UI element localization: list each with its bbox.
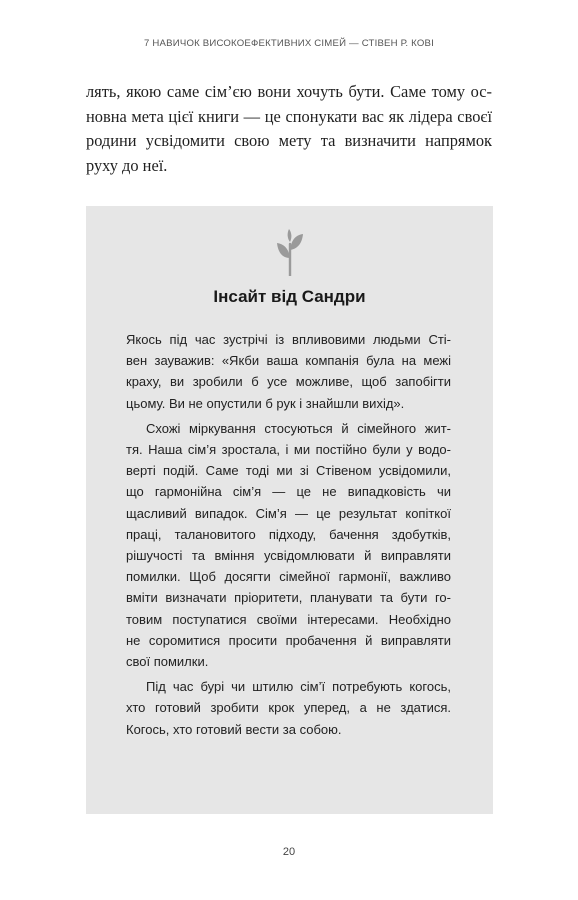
insight-line: Під час бурі чи штилю сім’ї потребують когось, [146, 679, 451, 695]
insight-line: вен зауважив: «Якби ваша компанія була на межі [126, 353, 451, 369]
insight-line: товим поступатися своїми інтересами. Необхідно [126, 611, 451, 627]
sprout-icon [276, 228, 304, 276]
insight-line: праці, талановитого підходу, бачення здобутків, [126, 526, 451, 542]
insight-line: Якось під час зустрічі із впливовими людьми Сті- [126, 332, 451, 347]
body-paragraph [86, 80, 492, 178]
insight-line: верті подій. Саме тоді ми зі Стівеном усвідомили, [126, 463, 451, 479]
insight-paragraph [126, 329, 451, 414]
insight-box [86, 206, 493, 814]
insight-line: краху, ви зробили б усе можливе, щоб запобігти [126, 374, 451, 390]
insight-line: Схожі міркування стосуються й сімейного жит- [146, 420, 451, 436]
insight-line: що гармонійна сім’я — це не випадковість чи [126, 484, 451, 500]
insight-text [126, 329, 451, 740]
body-line: лять, якою саме сім’єю вони хочуть бути. Саме тому ос- [86, 82, 492, 101]
insight-line: рішучості та вміння усвідомлювати й виправляти [126, 548, 451, 564]
body-line: родини усвідомити свою мету та визначити напрямок [86, 131, 492, 151]
page-number: 20 [282, 846, 296, 858]
running-header: 7 НАВИЧОК ВИСОКОЕФЕКТИВНИХ СІМЕЙ — СТІВЕН Р. КОВІ [144, 38, 434, 49]
insight-line: свої помилки. [126, 654, 209, 670]
body-line: руху до неї. [86, 155, 168, 175]
insight-line: хто готовий зробити крок уперед, а не здатися. [126, 700, 451, 716]
insight-paragraph [126, 676, 451, 740]
insight-title: Інсайт від Сандри [213, 287, 366, 306]
insight-line: тя. Наша сім’я зростала, і ми постійно були у водо- [126, 442, 451, 458]
body-line: новна мета цієї книги — це спонукати вас як лідера своєї [86, 106, 492, 126]
insight-line: вміти визначати пріоритети, планувати та бути го- [126, 590, 451, 606]
insight-line: Когось, хто готовий вести за собою. [126, 721, 342, 737]
insight-line: помилки. Щоб досягти сімейної гармонії, важливо [126, 569, 451, 585]
insight-paragraph [126, 418, 451, 672]
insight-line: щасливий випадок. Сім’я — це результат копіткої [126, 505, 451, 521]
insight-line: цьому. Ви не опустили б рук і знайшли вихід». [126, 395, 405, 411]
insight-line: не соромитися просити пробачення й виправляти [126, 632, 451, 648]
